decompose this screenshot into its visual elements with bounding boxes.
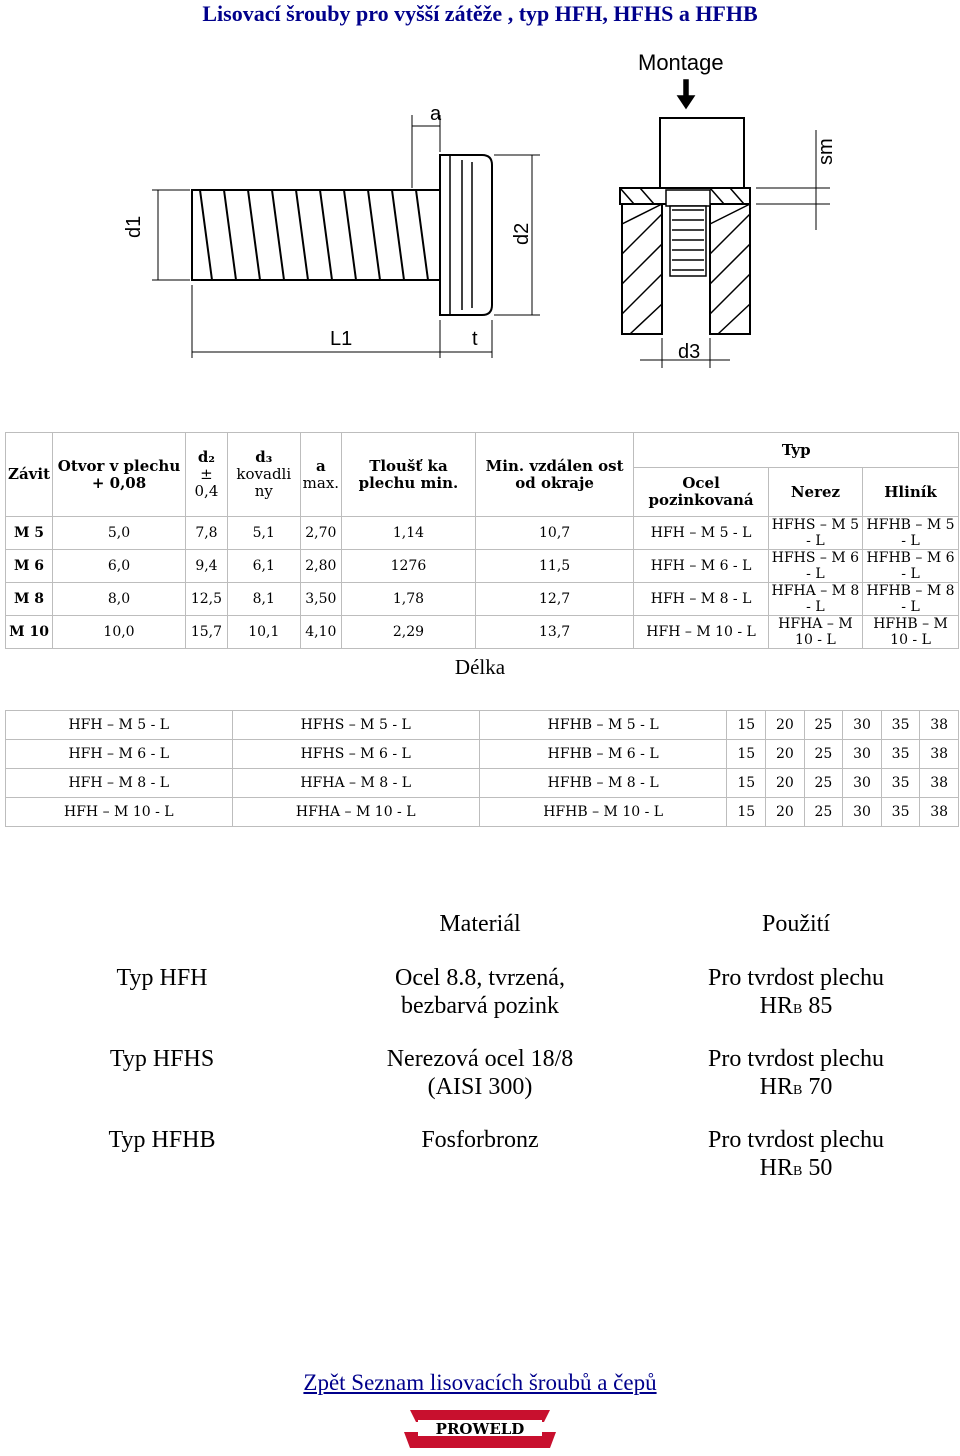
material-type-hfhs: Typ HFHS (109, 1046, 215, 1072)
header-a-label: a (315, 456, 326, 475)
cell-len: 38 (920, 769, 959, 798)
cell-nerez: HFHA – M 10 - L (768, 616, 862, 649)
cell-t: 1276 (342, 550, 476, 583)
length-title: Délka (454, 655, 506, 679)
cell-hfhb: HFHB – M 10 - L (479, 798, 727, 827)
cell-d3: 5,1 (227, 517, 300, 550)
cell-len: 38 (920, 798, 959, 827)
dim-d1-label: d1 (123, 215, 145, 238)
cell-a: 2,80 (300, 550, 341, 583)
use-hfhs (650, 1045, 942, 1105)
material-type-hfh: Typ HFH (116, 965, 208, 991)
cell-thread: M 5 (6, 517, 53, 550)
dim-d3-label: d3 (678, 341, 701, 363)
cell-ocel: HFH – M 8 - L (634, 583, 768, 616)
cell-hlinik: HFHB – M 6 - L (863, 550, 959, 583)
table-row (6, 711, 959, 740)
header-a-desc: max. (302, 473, 340, 492)
cell-nerez: HFHS – M 6 - L (232, 740, 479, 769)
cell-otvor: 8,0 (53, 583, 186, 616)
cell-hfh: HFH – M 10 - L (6, 798, 233, 827)
cell-nerez: HFHS – M 6 - L (768, 550, 862, 583)
cell-d2: 15,7 (186, 616, 228, 649)
material-hfh (330, 964, 630, 1020)
cell-d3: 8,1 (227, 583, 300, 616)
use-hfhb (650, 1126, 942, 1186)
use-hardness (650, 992, 942, 1024)
cell-a: 3,50 (300, 583, 341, 616)
use-hfh (650, 964, 942, 1024)
cell-len: 30 (843, 711, 882, 740)
cell-len: 15 (727, 740, 766, 769)
cell-len: 15 (727, 769, 766, 798)
cell-len: 25 (804, 740, 843, 769)
cell-min: 10,7 (475, 517, 634, 550)
cell-otvor: 5,0 (53, 517, 186, 550)
materials-header-material: Materiál (439, 911, 521, 937)
header-a (300, 433, 341, 517)
cell-min: 11,5 (475, 550, 634, 583)
use-line-1: Pro tvrdost plechu (708, 1127, 884, 1153)
header-d2 (186, 433, 228, 517)
cell-hfh: HFH – M 8 - L (6, 769, 233, 798)
logo-text: PROWELD (435, 1420, 525, 1438)
cell-hfh: HFH – M 6 - L (6, 740, 233, 769)
hardness-hr: HR (759, 1074, 793, 1100)
use-hardness (650, 1073, 942, 1105)
cell-len: 25 (804, 798, 843, 827)
table-row (6, 798, 959, 827)
cell-len: 15 (727, 798, 766, 827)
cell-hlinik: HFHB – M 5 - L (863, 517, 959, 550)
cell-len: 35 (881, 769, 920, 798)
cell-hfhb: HFHB – M 8 - L (479, 769, 727, 798)
header-typ: Typ (634, 433, 959, 468)
hardness-sub: B (793, 1002, 803, 1017)
cell-ocel: HFH – M 6 - L (634, 550, 768, 583)
material-line-2: bezbarvá pozink (401, 993, 559, 1019)
page-title: Lisovací šrouby pro vyšší zátěže , typ HFH, HFHS a HFHB (202, 1, 758, 26)
cell-otvor: 10,0 (53, 616, 186, 649)
material-line-2: (AISI 300) (427, 1074, 533, 1100)
back-link[interactable]: Zpět Seznam lisovacích šroubů a čepů (303, 1370, 657, 1395)
header-zavit: Závit (6, 433, 53, 517)
header-d3 (227, 433, 300, 517)
hardness-value: 85 (808, 993, 833, 1019)
cell-len: 25 (804, 711, 843, 740)
table-row (6, 740, 959, 769)
spec-table (5, 432, 959, 649)
cell-len: 30 (843, 769, 882, 798)
hardness-hr: HR (759, 993, 793, 1019)
cell-len: 38 (920, 711, 959, 740)
montage-label: Montage (638, 50, 724, 75)
cell-d2: 7,8 (186, 517, 228, 550)
cell-t: 1,78 (342, 583, 476, 616)
dim-a-label: a (430, 103, 442, 125)
table-row (6, 616, 959, 649)
cell-len: 20 (766, 798, 805, 827)
use-line-1: Pro tvrdost plechu (708, 1046, 884, 1072)
table-row (6, 550, 959, 583)
use-line-1: Pro tvrdost plechu (708, 965, 884, 991)
header-d3-label: d₃ (255, 448, 273, 466)
cell-ocel: HFH – M 10 - L (634, 616, 768, 649)
cell-len: 35 (881, 740, 920, 769)
cell-hfhb: HFHB – M 5 - L (479, 711, 727, 740)
cell-len: 20 (766, 711, 805, 740)
cell-len: 38 (920, 740, 959, 769)
header-hlinik: Hliník (863, 468, 959, 517)
cell-hfh: HFH – M 5 - L (6, 711, 233, 740)
header-d2-tol: ± 0,4 (194, 465, 219, 500)
cell-len: 35 (881, 711, 920, 740)
cell-a: 4,10 (300, 616, 341, 649)
hardness-hr: HR (759, 1155, 793, 1181)
header-ocel: Ocel pozinkovaná (634, 468, 768, 517)
table-row (6, 517, 959, 550)
dim-L1-label: L1 (330, 328, 353, 350)
cell-len: 25 (804, 769, 843, 798)
cell-nerez: HFHA – M 10 - L (232, 798, 479, 827)
hardness-value: 50 (808, 1155, 833, 1181)
cell-len: 30 (843, 798, 882, 827)
cell-nerez: HFHS – M 5 - L (768, 517, 862, 550)
cell-hfhb: HFHB – M 6 - L (479, 740, 727, 769)
header-d3-desc: kovadli ny (236, 465, 292, 500)
cell-hlinik: HFHB – M 10 - L (863, 616, 959, 649)
material-hfhs (330, 1045, 630, 1101)
hardness-sub: B (793, 1164, 803, 1179)
dim-d2-label: d2 (511, 222, 533, 245)
materials-header-use: Použití (761, 911, 830, 937)
table-row (6, 769, 959, 798)
cell-nerez: HFHA – M 8 - L (232, 769, 479, 798)
hardness-sub: B (793, 1083, 803, 1098)
cell-otvor: 6,0 (53, 550, 186, 583)
cell-len: 15 (727, 711, 766, 740)
proweld-logo (400, 1404, 560, 1454)
table-row (6, 583, 959, 616)
use-hardness (650, 1154, 942, 1186)
cell-d2: 12,5 (186, 583, 228, 616)
header-d2-label: d₂ (197, 448, 215, 466)
material-line-1: Ocel 8.8, tvrzená, (395, 965, 565, 991)
material-hfhb (330, 1126, 630, 1154)
cell-len: 35 (881, 798, 920, 827)
cell-t: 1,14 (342, 517, 476, 550)
header-tloustka: Tloušť ka plechu min. (342, 433, 476, 517)
cell-nerez: HFHS – M 5 - L (232, 711, 479, 740)
header-otvor: Otvor v plechu + 0,08 (53, 433, 186, 517)
cell-ocel: HFH – M 5 - L (634, 517, 768, 550)
cell-a: 2,70 (300, 517, 341, 550)
header-min-vzdalenost: Min. vzdálen ost od okraje (475, 433, 634, 517)
cell-len: 20 (766, 769, 805, 798)
cell-d3: 10,1 (227, 616, 300, 649)
cell-d2: 9,4 (186, 550, 228, 583)
cell-thread: M 10 (6, 616, 53, 649)
cell-thread: M 6 (6, 550, 53, 583)
material-line-1: Nerezová ocel 18/8 (386, 1046, 574, 1072)
material-line-1: Fosforbronz (421, 1127, 539, 1153)
cell-min: 13,7 (475, 616, 634, 649)
cell-nerez: HFHA – M 8 - L (768, 583, 862, 616)
cell-thread: M 8 (6, 583, 53, 616)
material-type-hfhb: Typ HFHB (108, 1127, 216, 1153)
cell-min: 12,7 (475, 583, 634, 616)
screw-drawing (152, 115, 540, 358)
cell-len: 30 (843, 740, 882, 769)
cell-d3: 6,1 (227, 550, 300, 583)
dim-t-label: t (472, 328, 478, 350)
cell-hlinik: HFHB – M 8 - L (863, 583, 959, 616)
hardness-value: 70 (808, 1074, 833, 1100)
technical-drawing (100, 40, 837, 380)
length-table (5, 710, 959, 827)
montage-drawing (620, 80, 830, 368)
header-nerez: Nerez (768, 468, 862, 517)
dim-sm-label: sm (815, 138, 837, 165)
cell-t: 2,29 (342, 616, 476, 649)
cell-len: 20 (766, 740, 805, 769)
